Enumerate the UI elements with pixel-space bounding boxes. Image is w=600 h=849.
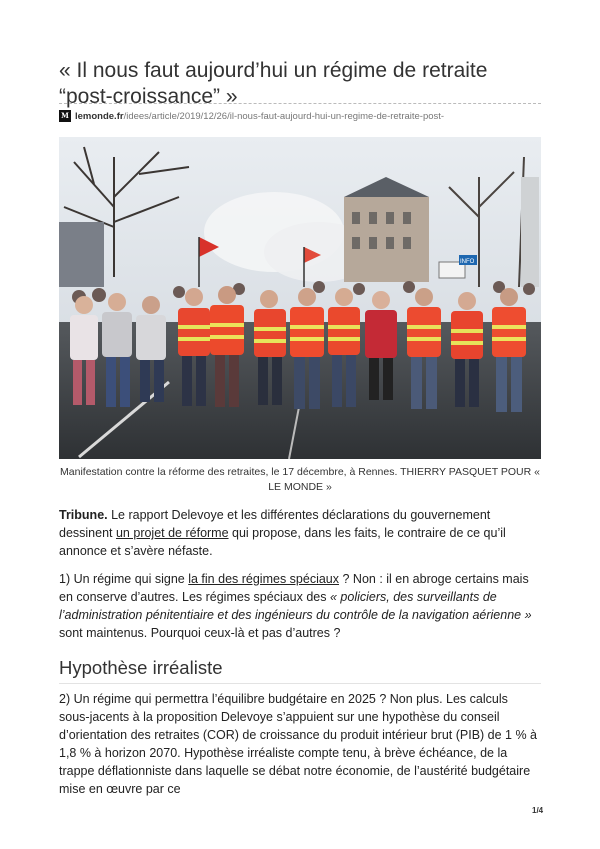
article-photo (59, 137, 541, 459)
source-url[interactable] (59, 110, 541, 124)
photo-caption: Manifestation contre la réforme des retraites, le 17 décembre, à Rennes. THIERRY PASQUET POUR « LE MONDE » (60, 466, 540, 493)
heading-divider (59, 683, 541, 684)
photo-sign-text: INFO (460, 259, 475, 265)
p2-quote: « policiers, des surveillants de l’administration pénitentiaire et des ingénieurs du contrôle de la navigation aérienne » (59, 590, 532, 622)
section-heading: Hypothèse irréaliste (59, 657, 223, 678)
page-number: 1/4 (532, 806, 544, 815)
paragraph-equilibre-budgetaire: 2) Un régime qui permettra l’équilibre budgétaire en 2025 ? Non plus. Les calculs sous-jacents à la proposition Delevoye s’appuient sur une hypothèse du conseil d’orientation des retraites (COR) de croissance du produit intérieur brut (PIB) de 1 % à 1,8 % à horizon 2070. Hypothèse irréaliste compte tenu, à brève échéance, de la trappe déflationniste dans laquelle se débat notre économie, de l’austérité budgétaire mise en œuvre par ce (59, 692, 538, 796)
title-divider (59, 103, 541, 104)
p2-text-c: sont maintenus. Pourquoi ceux-là et pas d’autres ? (59, 626, 341, 640)
intro-text-b: qui propose, dans les faits, le contraire de ce qu’il annonce et s’avère néfaste. (59, 526, 506, 558)
paragraph-regimes-speciaux (59, 570, 541, 642)
article-title: « Il nous faut aujourd’hui un régime de retraite “post-croissance” » (59, 59, 488, 108)
tribune-label: Tribune. (59, 508, 108, 522)
link-projet-de-reforme[interactable]: un projet de réforme (115, 526, 229, 540)
photo-illustration (59, 137, 541, 459)
lemonde-favicon-icon: M (59, 110, 71, 122)
intro-text-a: Le rapport Delevoye et les différentes déclarations du gouvernement dessinent (59, 508, 491, 540)
source-path: /idees/article/2019/12/26/il-nous-faut-aujourd-hui-un-regime-de-retraite-post- (123, 111, 445, 122)
source-domain: lemonde.fr (75, 111, 124, 122)
p2-text-a: 1) Un régime qui signe (59, 572, 189, 586)
paragraph-intro (59, 506, 541, 560)
p2-text-b: ? Non : il en abroge certains mais en conserve d’autres. Les régimes spéciaux des (59, 572, 529, 604)
link-fin-regimes-speciaux[interactable]: la fin des régimes spéciaux (188, 572, 340, 586)
